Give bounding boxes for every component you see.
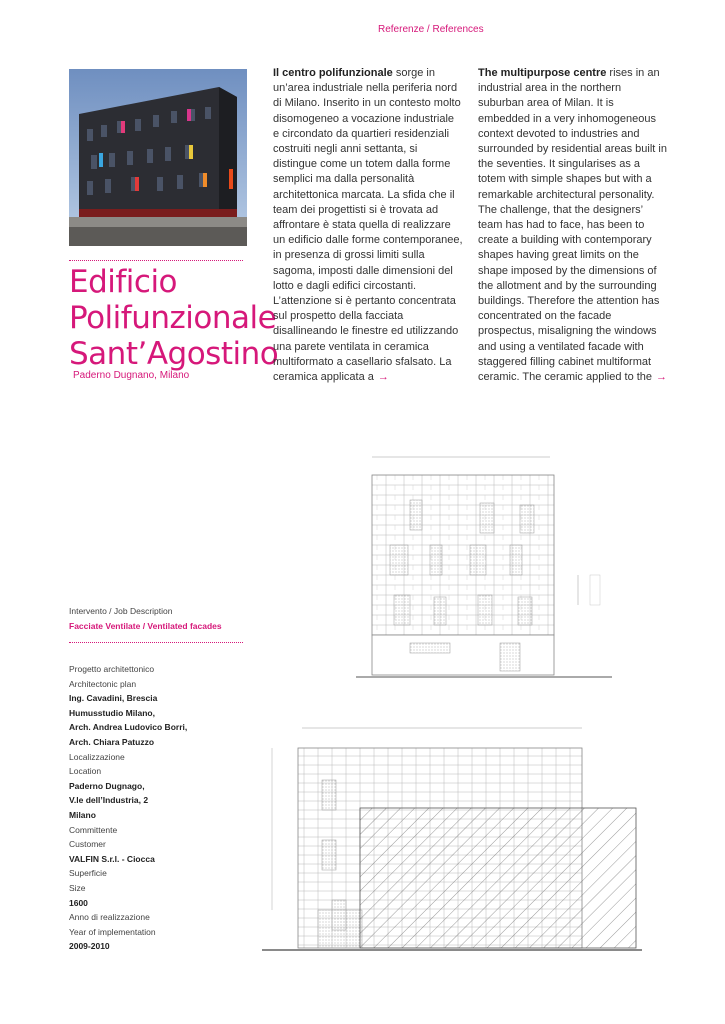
- english-text: [478, 66, 668, 385]
- detail-label: Location: [69, 766, 102, 777]
- english-lead: The multipurpose centre: [478, 67, 607, 79]
- job-value: Facciate Ventilate / Ventilated facades: [69, 620, 222, 631]
- detail-label: Localizzazione: [69, 751, 125, 762]
- detail-value: Humusstudio Milano,: [69, 707, 155, 718]
- detail-label: Customer: [69, 839, 106, 850]
- continue-arrow-icon: →: [656, 371, 668, 384]
- detail-value: Milano: [69, 809, 96, 820]
- italian-lead: Il centro polifunzionale: [273, 67, 393, 79]
- divider: [69, 260, 243, 261]
- italian-text: [273, 66, 463, 385]
- front-elevation-drawing: [350, 445, 620, 685]
- detail-value: Arch. Andrea Ludovico Borri,: [69, 722, 188, 733]
- section-header: Referenze / References: [378, 24, 484, 35]
- detail-label: Superficie: [69, 868, 107, 879]
- detail-label: Architectonic plan: [69, 678, 137, 689]
- job-label: Intervento / Job Description: [69, 606, 173, 616]
- detail-label: Committente: [69, 824, 118, 835]
- building-photo: [69, 69, 247, 246]
- job-description: [69, 604, 222, 633]
- title-line: Sant’Agostino: [69, 336, 279, 372]
- side-elevation-drawing: [262, 720, 662, 960]
- detail-value: V.le dell’Industria, 2: [69, 795, 149, 806]
- italian-body: sorge in un’area industriale nella periferia nord di Milano. Inserito in un contesto molto disomogeneo a vocazione industriale e circondato da quartieri residenziali costruiti negli anni settanta, si distingue come un totem dalla forme semplici ma dalla personalità architettonica marcata. La sfida che il team dei progettisti si è trovata ad affrontare è stata quella di realizzare un edificio dalle forme contemporanee, in presenza di grossi limiti sulla sagoma, imposti dalle dimensioni del lotto e dagli edifici circostanti. L’attenzione si è pertanto concentrata sul prospetto della facciata disallineando le finestre ed utilizzando una parete ventilata in ceramica multiformato a casellario sfalsato. La ceramica applicata a: [273, 67, 463, 384]
- divider: [69, 642, 243, 643]
- detail-label: Year of implementation: [69, 926, 156, 937]
- detail-value: Paderno Dugnago,: [69, 780, 145, 791]
- detail-value: Arch. Chiara Patuzzo: [69, 736, 155, 747]
- detail-value: 2009-2010: [69, 941, 110, 952]
- detail-value: VALFIN S.r.l. - Ciocca: [69, 853, 155, 864]
- detail-value: 1600: [69, 897, 88, 908]
- project-details: [69, 662, 187, 954]
- subtitle: Paderno Dugnano, Milano: [73, 370, 190, 381]
- detail-value: Ing. Cavadini, Brescia: [69, 693, 158, 704]
- title-line: Edificio: [69, 264, 178, 300]
- page-title: [69, 264, 278, 372]
- detail-label: Progetto architettonico: [69, 664, 155, 674]
- detail-label: Anno di realizzazione: [69, 912, 150, 923]
- english-body: rises in an industrial area in the northern suburban area of Milan. It is embedded in a very inhomogeneous context devoted to industries and surrounded by residential areas built in the seventies. It singularises as a totem with simple shapes but with a remarkable architectural personality. The challenge, that the designers’ team has had to face, has been to create a building with contemporary shapes having great limits on the shape imposed by the dimensions of the allotment and by the surrounding buildings. Therefore the attention has concentrated on the facade prospectus, misaligning the windows and using a ventilated facade with staggered filling cabinet multiformat ceramic. The ceramic applied to the: [478, 67, 667, 384]
- continue-arrow-icon: →: [377, 371, 389, 384]
- title-line: Polifunzionale: [69, 300, 277, 336]
- detail-label: Size: [69, 882, 86, 893]
